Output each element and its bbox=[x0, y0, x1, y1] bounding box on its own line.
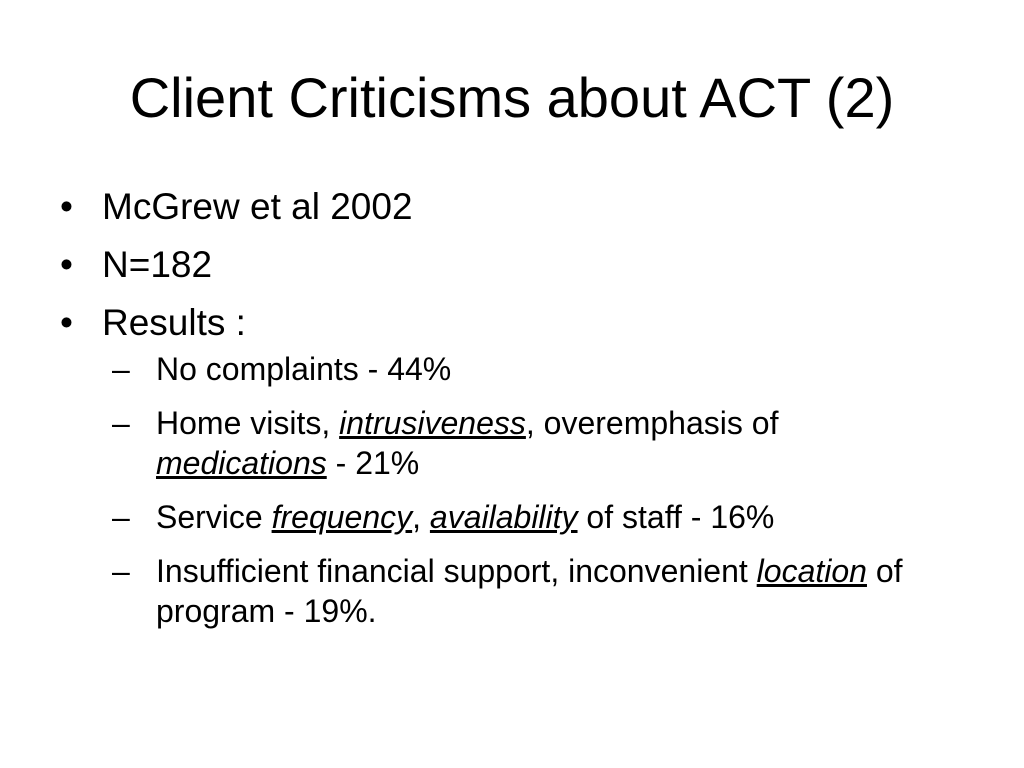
sub-bullet-item bbox=[112, 349, 916, 389]
sub-bullet-text: of program - 19%. bbox=[156, 553, 903, 629]
sub-bullet-text: No complaints - 44% bbox=[156, 351, 452, 387]
sub-bullet-text: , overemphasis of bbox=[525, 405, 779, 441]
bullet-marker: • bbox=[60, 186, 73, 227]
sub-bullet-text: - 21% bbox=[326, 445, 420, 481]
bullet-text: McGrew et al 2002 bbox=[102, 186, 413, 227]
bullet-text: N=182 bbox=[102, 244, 213, 285]
dash-marker: – bbox=[112, 351, 130, 387]
bullet-text: Results : bbox=[102, 302, 246, 343]
bullet-marker: • bbox=[60, 244, 73, 285]
bullet-marker: • bbox=[60, 302, 73, 343]
keyword-emphasis: intrusiveness bbox=[339, 405, 526, 441]
keyword-emphasis: medications bbox=[156, 445, 327, 481]
keyword-emphasis: availability bbox=[429, 499, 578, 535]
sub-bullet-text: Service bbox=[156, 499, 272, 535]
sub-bullet-list bbox=[102, 349, 960, 631]
bullet-item bbox=[60, 301, 960, 631]
sub-bullet-text: , bbox=[412, 499, 430, 535]
dash-marker: – bbox=[112, 553, 130, 589]
bullet-list bbox=[60, 185, 960, 645]
dash-marker: – bbox=[112, 405, 130, 441]
sub-bullet-item bbox=[112, 403, 916, 483]
slide-title: Client Criticisms about ACT (2) bbox=[129, 66, 895, 129]
keyword-emphasis: location bbox=[756, 553, 867, 589]
bullet-item bbox=[60, 185, 960, 229]
keyword-emphasis: frequency bbox=[271, 499, 413, 535]
dash-marker: – bbox=[112, 499, 130, 535]
sub-bullet-item bbox=[112, 551, 916, 631]
sub-bullet-text: Insufficient financial support, inconvenient bbox=[156, 553, 757, 589]
sub-bullet-text: Home visits, bbox=[156, 405, 340, 441]
sub-bullet-text: of staff - 16% bbox=[577, 499, 775, 535]
bullet-item bbox=[60, 243, 960, 287]
sub-bullet-item bbox=[112, 497, 916, 537]
